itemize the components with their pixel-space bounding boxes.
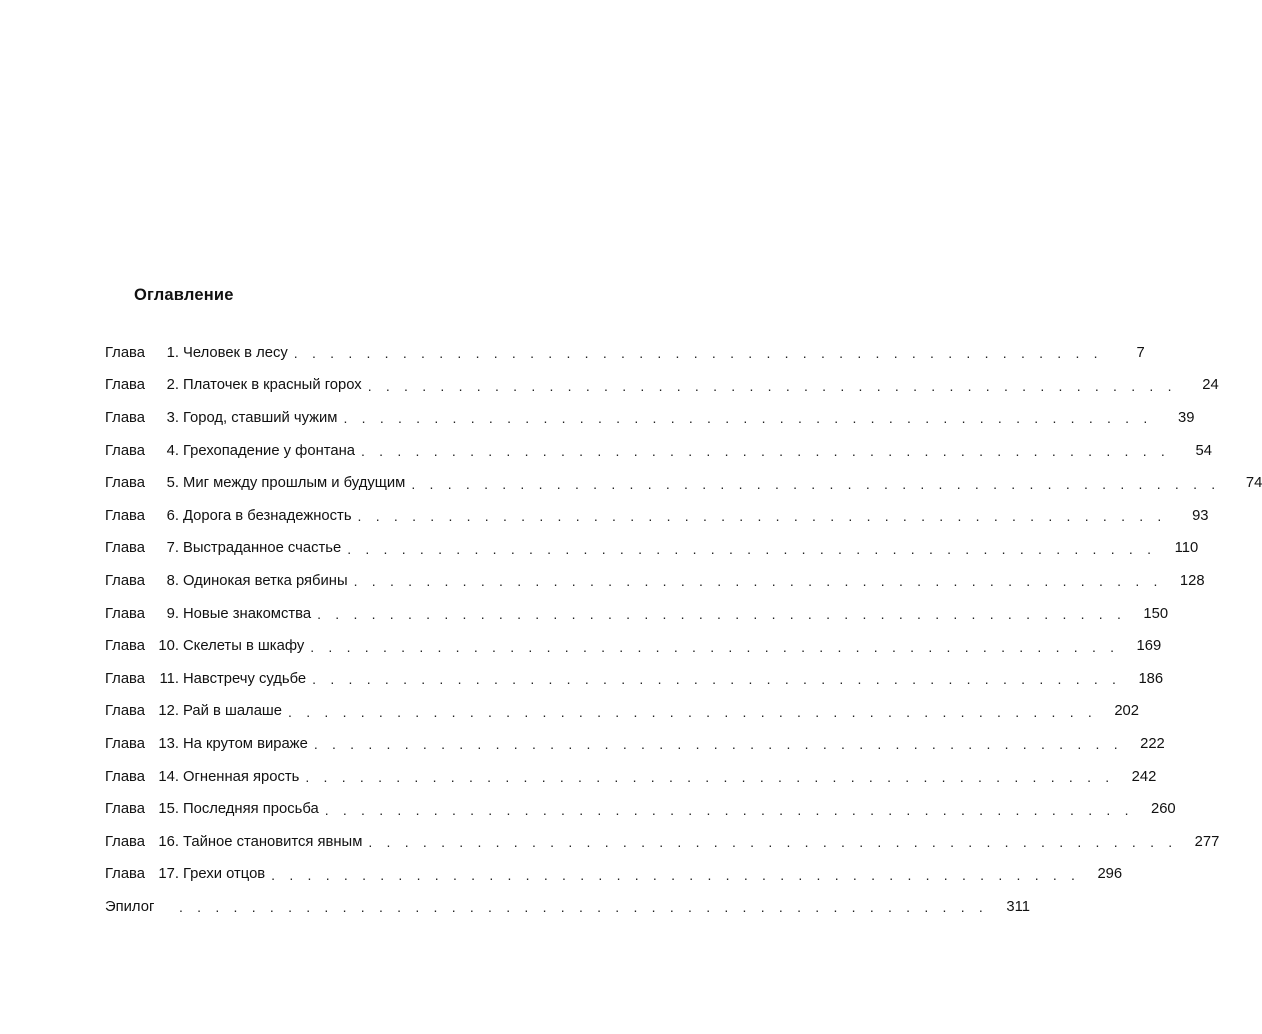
toc-entry-label: Глава [105, 475, 145, 492]
toc-entry [105, 859, 1123, 892]
toc-entry-number: 6. [166, 507, 179, 524]
toc-entry-label: Глава [105, 866, 145, 883]
toc-dot-leader: . . . . . . . . . . . . . . . . . . . . . . . . . . . . . . . . . . . . . . . . . . . . . [367, 377, 1177, 394]
toc-dot-leader: . . . . . . . . . . . . . . . . . . . . . . . . . . . . . . . . . . . . . . . . . . . . . [368, 834, 1178, 851]
toc-entry [105, 500, 1209, 533]
toc-entry-page: 186 [1138, 670, 1164, 687]
toc-entry-number: 14. [158, 768, 179, 785]
toc-entry-label: Глава [105, 540, 145, 557]
toc-dot-leader: . . . . . . . . . . . . . . . . . . . . . . . . . . . . . . . . . . . . . . . . . . . . . [353, 573, 1163, 590]
toc-entry-label: Глава [105, 736, 145, 753]
toc-entry-page: 277 [1194, 833, 1220, 850]
toc-entry-page: 296 [1097, 866, 1123, 883]
toc-entry-title: Грехи отцов [183, 866, 266, 883]
toc-entry-label: Глава [105, 670, 145, 687]
toc-dot-leader: . . . . . . . . . . . . . . . . . . . . . . . . . . . . . . . . . . . . . . . . . . . . . [310, 638, 1120, 655]
toc-entry-page: 39 [1177, 410, 1195, 427]
toc-entry-number: 7. [166, 540, 179, 557]
toc-entry [105, 402, 1195, 435]
toc-list [105, 337, 1262, 924]
toc-entry-label: Глава [105, 703, 145, 720]
toc-entry-page: 110 [1174, 540, 1199, 557]
toc-entry [105, 435, 1212, 468]
toc-entry-page: 93 [1192, 507, 1209, 524]
toc-dot-leader: . . . . . . . . . . . . . . . . . . . . . . . . . . . . . . . . . . . . . . . . . . . . . [317, 606, 1127, 623]
toc-entry-title: Выстраданное счастье [183, 540, 342, 557]
toc-entry-title: Рай в шалаше [183, 703, 283, 720]
toc-dot-leader: . . . . . . . . . . . . . . . . . . . . . . . . . . . . . . . . . . . . . . . . . . . . . [293, 345, 1103, 362]
toc-entry-number: 12. [158, 703, 179, 720]
toc-entry-label: Глава [105, 605, 145, 622]
toc-epilog-label: Эпилог [105, 898, 155, 915]
toc-dot-leader: . . . . . . . . . . . . . . . . . . . . . . . . . . . . . . . . . . . . . . . . . . . . . [179, 899, 988, 916]
toc-dot-leader: . . . . . . . . . . . . . . . . . . . . . . . . . . . . . . . . . . . . . . . . . . . . . [313, 736, 1123, 753]
toc-entry-page: 260 [1150, 801, 1176, 818]
toc-entry-number: 13. [158, 736, 179, 753]
toc-entry-number: 17. [158, 866, 179, 883]
toc-entry-number: 4. [166, 442, 179, 459]
toc-entry-title: Платочек в красный горох [183, 377, 362, 394]
toc-entry [105, 370, 1219, 403]
toc-dot-leader: . . . . . . . . . . . . . . . . . . . . . . . . . . . . . . . . . . . . . . . . . . . . . [347, 540, 1157, 557]
toc-entry-page: 128 [1179, 573, 1205, 590]
toc-entry [105, 696, 1140, 729]
toc-entry [105, 663, 1164, 696]
toc-dot-leader: . . . . . . . . . . . . . . . . . . . . . . . . . . . . . . . . . . . . . . . . . . . . . [271, 866, 1081, 883]
toc-entry-title: Дорога в безнадежность [183, 507, 352, 524]
toc-dot-leader: . . . . . . . . . . . . . . . . . . . . . . . . . . . . . . . . . . . . . . . . . . . . . [343, 410, 1153, 427]
toc-dot-leader: . . . . . . . . . . . . . . . . . . . . . . . . . . . . . . . . . . . . . . . . . . . . . [361, 443, 1170, 460]
toc-entry-title: Человек в лесу [183, 344, 288, 361]
toc-dot-leader: . . . . . . . . . . . . . . . . . . . . . . . . . . . . . . . . . . . . . . . . . . . . . [357, 508, 1167, 525]
toc-entry-title: Навстречу судьбе [183, 670, 307, 687]
toc-entry-number: 5. [166, 475, 179, 492]
toc-entry-number: 10. [158, 638, 179, 655]
toc-entry-title: Огненная ярость [183, 768, 300, 785]
toc-entry [105, 467, 1262, 500]
toc-entry-epilog [105, 891, 1030, 924]
toc-entry-page: 222 [1140, 736, 1165, 753]
toc-dot-leader: . . . . . . . . . . . . . . . . . . . . . . . . . . . . . . . . . . . . . . . . . . . . . [288, 703, 1098, 720]
toc-entry-title: Грехопадение у фонтана [183, 442, 355, 459]
toc-entry-label: Глава [105, 573, 145, 590]
toc-entry-label: Глава [105, 801, 145, 818]
toc-entry-title: Миг между прошлым и будущим [183, 475, 406, 492]
toc-entry [105, 533, 1199, 566]
toc-entry-number: 1. [166, 344, 179, 361]
toc-entry [105, 598, 1169, 631]
toc-entry-title: Последняя просьба [183, 801, 319, 818]
toc-entry-label: Глава [105, 344, 145, 361]
toc-entry [105, 761, 1157, 794]
toc-entry-number: 3. [166, 410, 179, 427]
toc-entry-number: 9. [166, 605, 179, 622]
toc-dot-leader: . . . . . . . . . . . . . . . . . . . . . . . . . . . . . . . . . . . . . . . . . . . . . [411, 475, 1221, 492]
toc-title: Оглавление [134, 286, 234, 304]
toc-entry-title: Город, ставший чужим [183, 410, 338, 427]
toc-entry-page: 7 [1136, 344, 1145, 361]
toc-entry-page: 150 [1143, 605, 1169, 622]
toc-dot-leader: . . . . . . . . . . . . . . . . . . . . . . . . . . . . . . . . . . . . . . . . . . . . . [305, 769, 1115, 786]
toc-entry-label: Глава [105, 768, 145, 785]
toc-entry-page: 202 [1114, 703, 1140, 720]
toc-entry [105, 565, 1205, 598]
toc-entry-page: 242 [1131, 768, 1157, 785]
toc-entry-title: Новые знакомства [183, 605, 312, 622]
toc-entry [105, 728, 1165, 761]
toc-entry-label: Глава [105, 410, 145, 427]
toc-entry-title: Одинокая ветка рябины [183, 573, 348, 590]
toc-entry [105, 826, 1220, 859]
toc-entry [105, 630, 1162, 663]
toc-entry-label: Глава [105, 638, 145, 655]
toc-entry-label: Глава [105, 507, 145, 524]
toc-entry-title: Тайное становится явным [183, 833, 363, 850]
toc-entry-label: Глава [105, 833, 145, 850]
toc-entry-page: 24 [1202, 377, 1219, 394]
toc-entry-number: 8. [166, 573, 179, 590]
toc-entry-number: 15. [158, 801, 179, 818]
toc-entry-page: 74 [1245, 475, 1262, 492]
toc-entry-number: 11. [159, 670, 179, 687]
toc-entry-number: 2. [166, 377, 179, 394]
toc-entry-title: На крутом вираже [183, 736, 308, 753]
toc-dot-leader: . . . . . . . . . . . . . . . . . . . . . . . . . . . . . . . . . . . . . . . . . . . . . [324, 801, 1134, 818]
toc-entry-page: 54 [1195, 442, 1212, 459]
toc-entry-label: Глава [105, 377, 145, 394]
toc-entry-title: Скелеты в шкафу [183, 638, 305, 655]
toc-entry-label: Глава [105, 442, 145, 459]
toc-entry-number: 16. [158, 833, 179, 850]
toc-entry [105, 793, 1176, 826]
toc-epilog-page: 311 [1006, 898, 1030, 915]
toc-entry [105, 337, 1145, 370]
toc-entry-page: 169 [1136, 638, 1162, 655]
toc-dot-leader: . . . . . . . . . . . . . . . . . . . . . . . . . . . . . . . . . . . . . . . . . . . . . [312, 671, 1122, 688]
